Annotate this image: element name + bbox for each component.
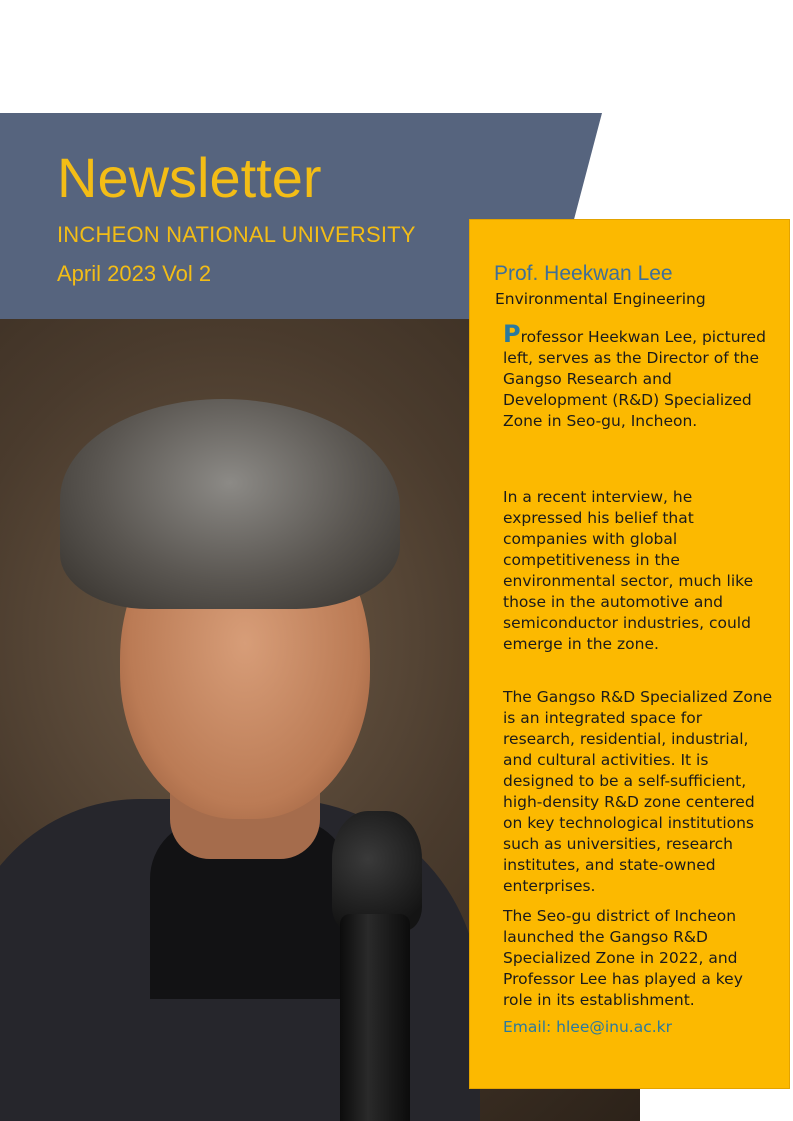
microphone-handle — [340, 914, 410, 1121]
drop-cap: P — [503, 320, 521, 348]
paragraph-interview: In a recent interview, he expressed his belief that companies with global competitiveness in the environmental sector, much like those in the automotive and semiconductor industries, could emerge in the zone. — [503, 488, 754, 653]
microphone-icon — [332, 811, 422, 931]
paragraph-intro — [503, 320, 775, 432]
newsletter-title: Newsletter — [57, 146, 322, 209]
paragraph-launch: The Seo-gu district of Incheon launched the Gangso R&D Specialized Zone in 2022, and Professor Lee has played a key role in its establishment. — [503, 907, 743, 1009]
issue-date: April 2023 Vol 2 — [57, 261, 212, 286]
paragraph-zone-description: The Gangso R&D Specialized Zone is an integrated space for research, residential, industrial, and cultural activities. It is designed to be a self-sufficient, high-density R&D zone centered on key technological institutions such as universities, research institutes, and state-owned enterprises. — [503, 688, 773, 895]
email-link[interactable]: Email: hlee@inu.ac.kr — [503, 1018, 673, 1036]
university-name: INCHEON NATIONAL UNIVERSITY — [57, 222, 416, 247]
hair — [60, 399, 400, 609]
department: Environmental Engineering — [495, 290, 706, 308]
professor-name: Prof. Heekwan Lee — [494, 262, 673, 285]
paragraph-intro-text: rofessor Heekwan Lee, pictured left, serves as the Director of the Gangso Research and Development (R&D) Specialized Zone in Seo-gu, Incheon. — [503, 328, 766, 430]
